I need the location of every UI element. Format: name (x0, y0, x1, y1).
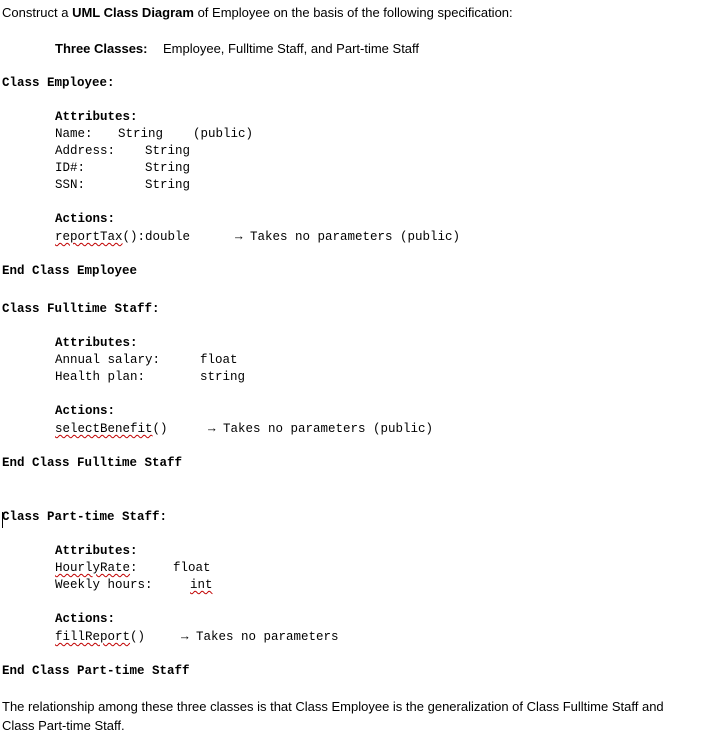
fulltime-actions-label: Actions: (55, 404, 116, 418)
employee-action-note: → Takes no parameters (public) (235, 230, 461, 244)
intro-prefix: Construct a (2, 5, 73, 20)
intro-bold: UML Class Diagram (72, 5, 194, 20)
parttime-class-header: Class Part-time Staff: (2, 510, 168, 524)
parttime-class-end: End Class Part-time Staff (2, 664, 190, 678)
employee-attr-address-type: String (145, 144, 191, 158)
employee-action-name: reportTax (55, 230, 123, 244)
parttime-attr-rate (55, 560, 138, 577)
intro-suffix: of Employee on the basis of the following specification: (193, 5, 513, 20)
employee-class-end: End Class Employee (2, 264, 138, 278)
employee-attr-name-type: String (118, 127, 164, 141)
parttime-action-note: → Takes no parameters (181, 630, 339, 644)
fulltime-action-note: → Takes no parameters (public) (208, 422, 434, 436)
employee-attr-name-visibility: (public) (193, 127, 254, 141)
parttime-action-name: fillReport (55, 630, 131, 644)
parttime-attr-hours-label: Weekly hours: (55, 578, 153, 592)
employee-attributes-label: Attributes: (55, 110, 138, 124)
intro-paragraph (2, 4, 513, 21)
employee-attr-address-label: Address: (55, 144, 116, 158)
parttime-attr-rate-type: float (173, 561, 211, 575)
three-classes-value: Employee, Fulltime Staff, and Part-time Staff (163, 41, 420, 56)
employee-attr-id-type: String (145, 161, 191, 175)
parttime-action-signature: () (130, 630, 146, 644)
relationship-line-2: Class Part-time Staff. (2, 718, 125, 733)
employee-class-header: Class Employee: (2, 76, 115, 90)
parttime-action-fill-report (55, 629, 145, 646)
employee-attr-ssn-label: SSN: (55, 178, 86, 192)
employee-attr-name-label: Name: (55, 127, 93, 141)
parttime-attributes-label: Attributes: (55, 544, 138, 558)
fulltime-class-header: Class Fulltime Staff: (2, 302, 160, 316)
fulltime-attributes-label: Attributes: (55, 336, 138, 350)
fulltime-attr-salary-label: Annual salary: (55, 353, 161, 367)
parttime-actions-label: Actions: (55, 612, 116, 626)
fulltime-attr-salary-type: float (200, 353, 238, 367)
parttime-attr-rate-colon: : (130, 561, 138, 575)
parttime-attr-rate-label: HourlyRate (55, 561, 131, 575)
relationship-line-1: The relationship among these three classes is that Class Employee is the generalization of Class Fulltime Staff and (2, 699, 664, 714)
parttime-attr-hours-type: int (190, 578, 213, 592)
fulltime-attr-health-type: string (200, 370, 246, 384)
fulltime-attr-health-label: Health plan: (55, 370, 146, 384)
employee-attr-id-label: ID#: (55, 161, 86, 175)
employee-attr-ssn-type: String (145, 178, 191, 192)
employee-action-signature: ():double (122, 230, 191, 244)
fulltime-class-end: End Class Fulltime Staff (2, 456, 183, 470)
fulltime-action-signature: () (152, 422, 168, 436)
fulltime-action-name: selectBenefit (55, 422, 153, 436)
fulltime-action-select-benefit (55, 421, 168, 438)
three-classes-label: Three Classes: (55, 41, 148, 56)
employee-action-report-tax (55, 229, 190, 246)
employee-actions-label: Actions: (55, 212, 116, 226)
